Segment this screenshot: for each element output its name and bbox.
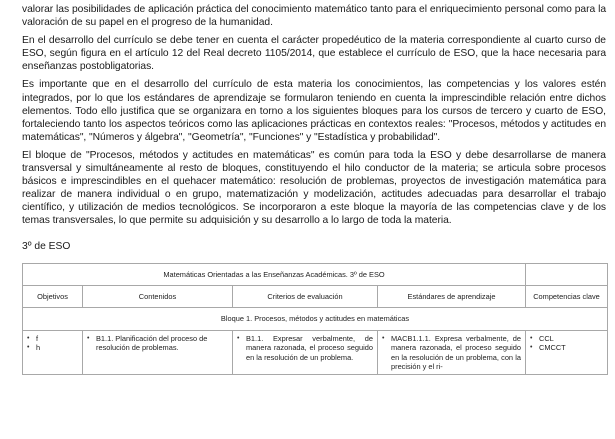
paragraph-1: valorar las posibilidades de aplicación práctica del conocimiento matemático tanto para el enriquecimiento personal como para la valoración de su papel en el progreso de la humanidad. — [22, 4, 606, 29]
header-criterios: Criterios de evaluación — [233, 285, 378, 307]
cell-estandares — [378, 330, 526, 375]
block-title: Bloque 1. Procesos, métodos y actitudes en matemáticas — [23, 308, 608, 330]
paragraph-3: Es importante que en el desarrollo del currículo de esta materia los conocimientos, las competencias y los valores estén integrados, por lo que los estándares de aprendizaje se formularon teniendo en cuenta la imprescindible relación entre dichos elementos. Todo ello justifica que se organizara en torno a los siguientes bloques para los cursos de tercero y cuarto de ESO, fortaleciendo tanto los aspectos teóricos como las aplicaciones prácticas en contextos reales: "Procesos, métodos y actitudes en matemáticas", "Números y álgebra", "Geometría", "Funciones" y "Estadística y probabilidad". — [22, 79, 606, 143]
section-heading: 3º de ESO — [22, 240, 71, 252]
list-item: • f — [27, 334, 78, 343]
cell-objetivos — [23, 330, 83, 375]
table-title: Matemáticas Orientadas a las Enseñanzas Académicas. 3º de ESO — [23, 263, 526, 285]
header-competencias: Competencias clave — [526, 285, 608, 307]
cell-criterios — [233, 330, 378, 375]
list-item: • CMCCT — [530, 343, 603, 352]
header-estandares: Estándares de aprendizaje — [378, 285, 526, 307]
table-block-row — [23, 308, 608, 330]
header-contenidos: Contenidos — [83, 285, 233, 307]
document-body — [22, 3, 606, 375]
table-row — [23, 330, 608, 375]
table-title-empty-cell — [526, 263, 608, 285]
table-title-row — [23, 263, 608, 285]
list-item: • MACB1.1.1. Expresa verbalmente, de manera razonada, el proceso seguido en la resolución de un problema, con la precisión y el ri- — [382, 334, 521, 372]
table-header-row — [23, 285, 608, 307]
list-item: • B1.1. Planificación del proceso de resolución de problemas. — [87, 334, 228, 353]
list-item: • B1.1. Expresar verbalmente, de manera razonada, el proceso seguido en la resolución de un problema. — [237, 334, 373, 362]
paragraph-4: El bloque de "Procesos, métodos y actitudes en matemáticas" es común para toda la ESO y debe desarrollarse de manera transversal y simultáneamente al resto de bloques, constituyendo el hilo conductor de la materia; se articula sobre procesos básicos e imprescindibles en el quehacer matemático: resolución de problemas, proyectos de investigación matemática para realizar de manera individual o en grupo, matematización y modelización, actitudes adecuadas para desarrollar el trabajo científico, y utilización de medios tecnológicos. Se incorporaron a este bloque la mayoría de las competencias clave y de los temas transversales, lo que permite su adquisición y su desarrollo a lo largo de toda la materia. — [22, 149, 606, 227]
cell-contenidos — [83, 330, 233, 375]
paragraph-2: En el desarrollo del currículo se debe tener en cuenta el carácter propedéutico de la materia correspondiente al cuarto curso de ESO, según figura en el artículo 12 del Real decreto 1105/2014, que establece el currículo de ESO, que la hace necesaria para enseñanzas postobligatorias. — [22, 35, 606, 73]
header-objetivos: Objetivos — [23, 285, 83, 307]
list-item: • h — [27, 343, 78, 352]
curriculum-table — [22, 263, 608, 376]
list-item: • CCL — [530, 334, 603, 343]
cell-competencias — [526, 330, 608, 375]
